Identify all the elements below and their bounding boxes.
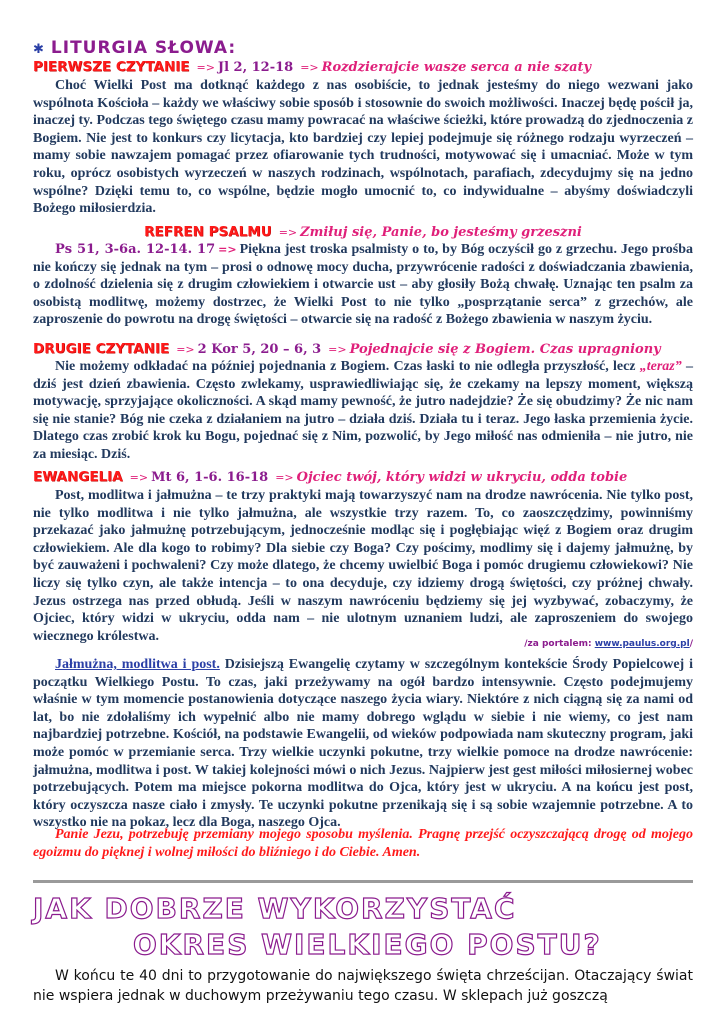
article-text: W końcu te 40 dni to przygotowanie do największego święta chrześcijan. Otaczający świat nie wspiera jednak w duchowym przeżywaniu tego czasu. W sklepach już goszczą	[33, 968, 693, 1004]
reflection-text	[33, 656, 693, 832]
divider	[33, 880, 693, 883]
second-reading-motto: Pojednajcie się z Bogiem. Czas upragniony	[349, 342, 661, 357]
second-reading-text	[33, 358, 693, 464]
arrow-icon: =>	[278, 226, 298, 239]
arrow-icon: =>	[328, 343, 347, 356]
teraz-word: „teraz”	[639, 359, 682, 374]
second-reading-heading	[33, 340, 661, 358]
arrow-icon: =>	[176, 343, 195, 356]
first-reading-label: PIERWSZE CZYTANIE	[33, 59, 190, 75]
second-reading-label: DRUGIE CZYTANIE	[33, 341, 170, 357]
psalm-heading	[33, 223, 693, 241]
second-reading-ref: 2 Kor 5, 20 – 6, 3	[197, 342, 322, 357]
gospel-heading	[33, 468, 627, 486]
source-suffix: /	[689, 639, 693, 649]
arrow-icon: =>	[275, 471, 294, 484]
gospel-text: Post, modlitwa i jałmużna – te trzy praktyki mają towarzyszyć nam na drodze nawrócenia. Nie tylko post, nie tylko modlitwa i nie tylko jałmużna, ale wszystkie trzy razem. To, co zaoszczędzimy, powinniśmy przekazać jako jałmużnę potrzebującym, jednocześnie modląc się i pogłębiając więź z Bogiem oraz drugim człowiekiem. Ale dla kogo to robimy? Dla siebie czy Boga? Czy pościmy, modlimy się i dajemy jałmużnę, by być zauważeni i pochwaleni? Czy może dlatego, że chcemy uwielbić Boga i pomóc drugiemu człowiekowi? Nie liczy się tylko czyn, ale także intencja – to ona decyduje, czy idziemy drogą świętości, czy próżnej chwały. Jezus ostrzega nas przed obłudą. Jeśli w naszym nawróceniu będziemy się jej wyzbywać, zobaczymy, że Ojciec, który widzi w ukryciu, odda nam – nie ulotnym uznaniem ludzi, ale zaproszeniem do swojego wiecznego królestwa.	[33, 488, 693, 644]
source-note	[33, 639, 693, 649]
reflection-body: Dzisiejszą Ewangelię czytamy w szczególnym kontekście Środy Popielcowej i początku Wielkiego Postu. To czas, jaki przeżywamy na ogół bardzo intensywnie. Często podejmujemy właśnie w tym momencie postanowienia dotyczące naszego życia wiary. Niektóre z nich ciągną się za nami od lat, bo nie zdołaliśmy ich wypełnić albo nie mamy dobrego wglądu w siebie i nie wiemy, co jest nam najbardziej potrzebne. Kościół, na podstawie Ewangelii, od wieków podpowiada nam skuteczny program, jaki może pomóc w przemianie serca. Trzy wielkie uczynki pokutne, trzy wielkie pomoce na drodze nawrócenie: jałmużna, modlitwa i post. W takiej kolejności mówi o nich Jezus. Najpierw jest gest miłości miłosiernej wobec potrzebujących. Potem ma miejsce pokorna modlitwa do Ojca, który jest w ukryciu. A na końcu jest post, który oczyszcza nasze ciało i zmysły. Te uczynki pokutne przenikają się i są sobie wzajemnie potrzebne. A to wszystko nie na pokaz, lecz dla Boga, naszego Ojca.	[33, 657, 693, 831]
source-prefix: /za portalem:	[524, 639, 595, 649]
psalm-ref: Ps 51, 3-6a. 12-14. 17	[55, 242, 216, 257]
first-reading-heading	[33, 58, 591, 76]
source-link[interactable]: www.paulus.org.pl	[594, 639, 690, 649]
article-title-line-2: OKRES WIELKIEGO POSTU?	[133, 928, 602, 961]
psalm-text	[33, 241, 693, 329]
article-title-line-1: JAK DOBRZE WYKORZYSTAĆ	[33, 892, 517, 925]
arrow-icon: =>	[300, 61, 319, 74]
asterisk-icon: ✱	[33, 42, 45, 57]
second-reading-body-2: – dziś jest dzień zbawienia. Często zwlekamy, usprawiedliwiając się, że czekamy na lepszy moment, większą motywację, sprzyjające okoliczności. A skąd mamy pewność, że jutro nadejdzie? Że się obudzimy? Że nic nam się nie stanie? Bóg nie czeka z działaniem na jutro – działa dziś. Działa tu i teraz. Jego łaska przemienia życie. Dlatego czas zrobić krok ku Bogu, pojednać się z Nim, pozwolić, by Jego miłość nas odmieniła – nie jutro, nie za miesiąc. Dziś.	[33, 359, 693, 462]
reflection-heading: Jałmużna, modlitwa i post.	[55, 657, 220, 672]
liturgy-header	[33, 38, 236, 58]
arrow-icon: =>	[218, 243, 237, 256]
arrow-icon: =>	[196, 61, 215, 74]
gospel-motto: Ojciec twój, który widzi w ukryciu, odda tobie	[296, 470, 628, 485]
gospel-ref: Mt 6, 1-6. 16-18	[151, 470, 269, 485]
psalm-body: Piękna jest troska psalmisty o to, by Bóg oczyścił go z grzechu. Jego prośba nie kończy się jednak na tym – prosi o odnowę mocy ducha, przywrócenie radości z doświadczania zbawienia, o zdolność dzielenia się z drugim człowiekiem i otwarcie ust – aby głosiły Bożą chwałę. Uznając ten psalm za osobistą modlitwę, możemy dostrzec, że Wielki Post to nie tylko „posprzątanie serca” z grzechów, ale zaproszenie do powrotu na drogę świętości – otwarcie się na radość z Bożego zbawienia w naszym życiu.	[33, 242, 693, 328]
first-reading-text: Choć Wielki Post ma dotknąć każdego z nas osobiście, to jednak jesteśmy do niego wezwani jako wspólnota Kościoła – każdy we właściwy sobie sposób i stosownie do swoich możliwości. Inaczej będę pościł ja, inaczej ty. Podczas tego świętego czasu mamy powracać na właściwe ścieżki, które prowadzą do zjednoczenia z Bogiem. Nie jest to konkurs czy licytacja, kto bardziej czy lepiej podejmuje się różnego rodzaju wyrzeczeń – mamy sobie nawzajem pomagać przez ofiarowanie tych trudności, motywować się i umacniać. Może w tym roku, oprócz osobistych wyrzeczeń w naszych rodzinach, wspólnotach, parafiach, zdecydujmy się na jedno wspólne? Dzięki temu to, co wspólne, będzie mogło umocnić to, co indywidualne – abyśmy doświadczyli Bożego miłosierdzia.	[33, 78, 693, 217]
psalm-motto: Zmiłuj się, Panie, bo jesteśmy grzeszni	[300, 225, 582, 240]
first-reading-ref: Jl 2, 12-18	[217, 60, 294, 75]
first-reading-motto: Rozdzierajcie wasze serca a nie szaty	[321, 60, 592, 75]
second-reading-body-1: Nie możemy odkładać na później pojednania z Bogiem. Czas łaski to nie odległa przyszłość, lecz	[55, 359, 640, 374]
psalm-label: REFREN PSALMU	[144, 224, 272, 240]
prayer-text: Panie Jezu, potrzebuję przemiany mojego sposobu myślenia. Pragnę przejść oczyszczającą drogę od mojego egoizmu do pięknej i wolnej miłości do bliźniego i do Ciebie. Amen.	[33, 827, 693, 860]
arrow-icon: =>	[129, 471, 149, 484]
liturgy-title: LITURGIA SŁOWA:	[50, 38, 237, 58]
gospel-label: EWANGELIA	[33, 469, 123, 485]
